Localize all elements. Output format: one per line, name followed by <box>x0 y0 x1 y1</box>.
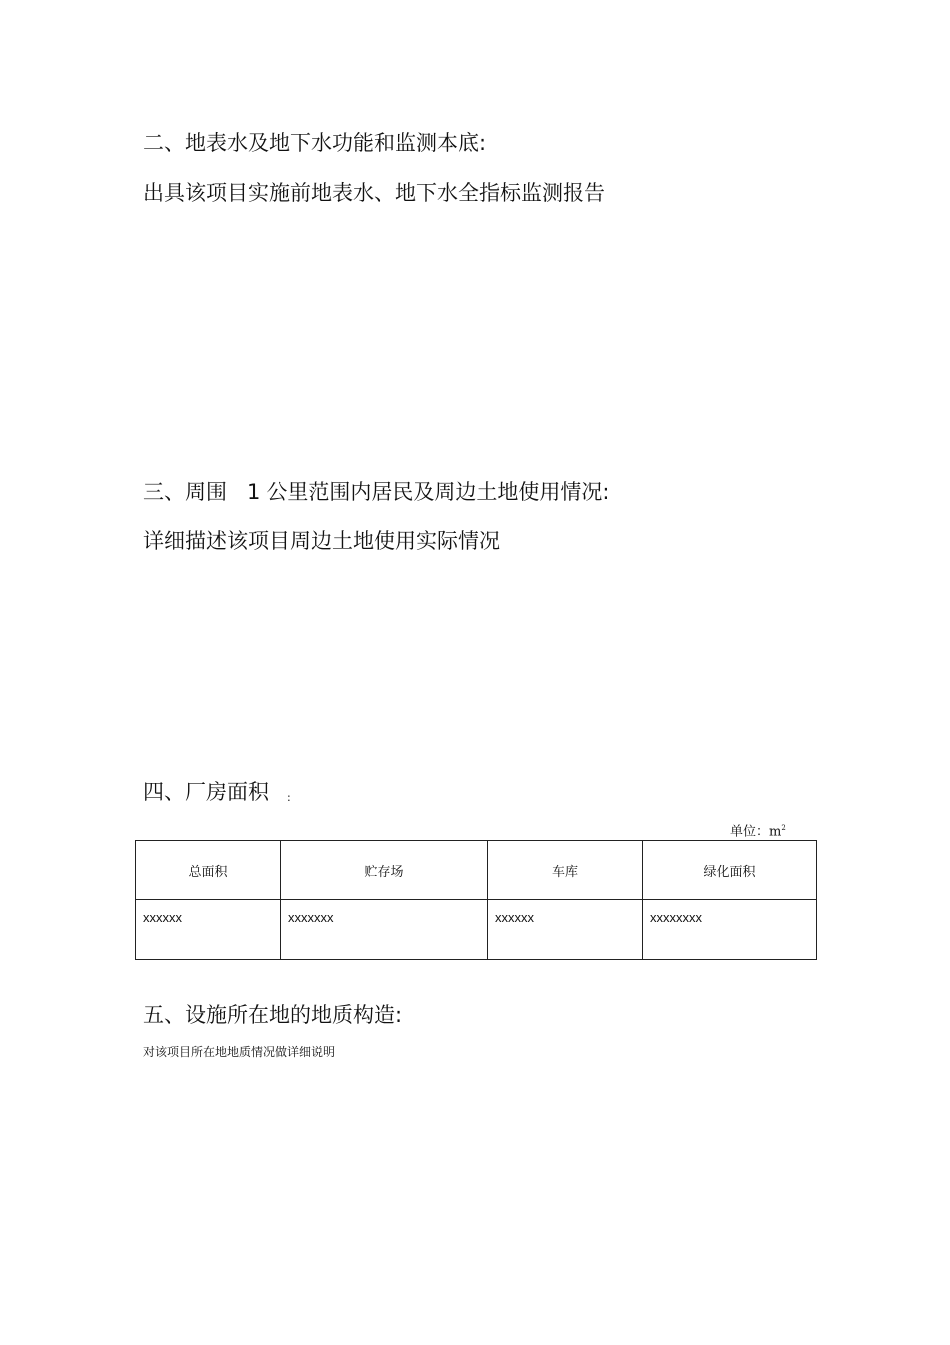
section-4-heading-text: 四、厂房面积 <box>143 780 269 804</box>
cell-total-area: xxxxxx <box>136 900 281 960</box>
unit-label-superscript: 2 <box>781 824 786 832</box>
area-table-header-row <box>136 841 817 900</box>
section-2-heading: 二、地表水及地下水功能和监测本底: <box>143 131 487 155</box>
section-5-body: 对该项目所在地地质情况做详细说明 <box>143 1045 336 1059</box>
unit-label-text: 单位：m <box>730 824 782 840</box>
header-green-area: 绿化面积 <box>643 841 817 900</box>
section-4-heading-colon: : <box>287 791 291 804</box>
section-3-heading <box>143 478 609 506</box>
section-3-heading-prefix: 三、周围 <box>143 480 227 504</box>
header-total-area: 总面积 <box>136 841 281 900</box>
section-3-heading-number: 1 <box>247 480 261 504</box>
section-3-body: 详细描述该项目周边土地使用实际情况 <box>143 529 500 553</box>
cell-storage-yard: xxxxxxx <box>281 900 488 960</box>
header-garage: 车库 <box>488 841 643 900</box>
cell-garage: xxxxxx <box>488 900 643 960</box>
section-4-heading <box>143 778 291 810</box>
section-5-heading: 五、设施所在地的地质构造: <box>143 1003 403 1027</box>
unit-label <box>730 819 786 841</box>
cell-green-area: xxxxxxxx <box>643 900 817 960</box>
area-table <box>135 840 817 960</box>
section-2-body: 出具该项目实施前地表水、地下水全指标监测报告 <box>143 181 605 205</box>
header-storage-yard: 贮存场 <box>281 841 488 900</box>
section-3-heading-suffix: 公里范围内居民及周边土地使用情况: <box>266 480 610 504</box>
table-row <box>136 900 817 960</box>
